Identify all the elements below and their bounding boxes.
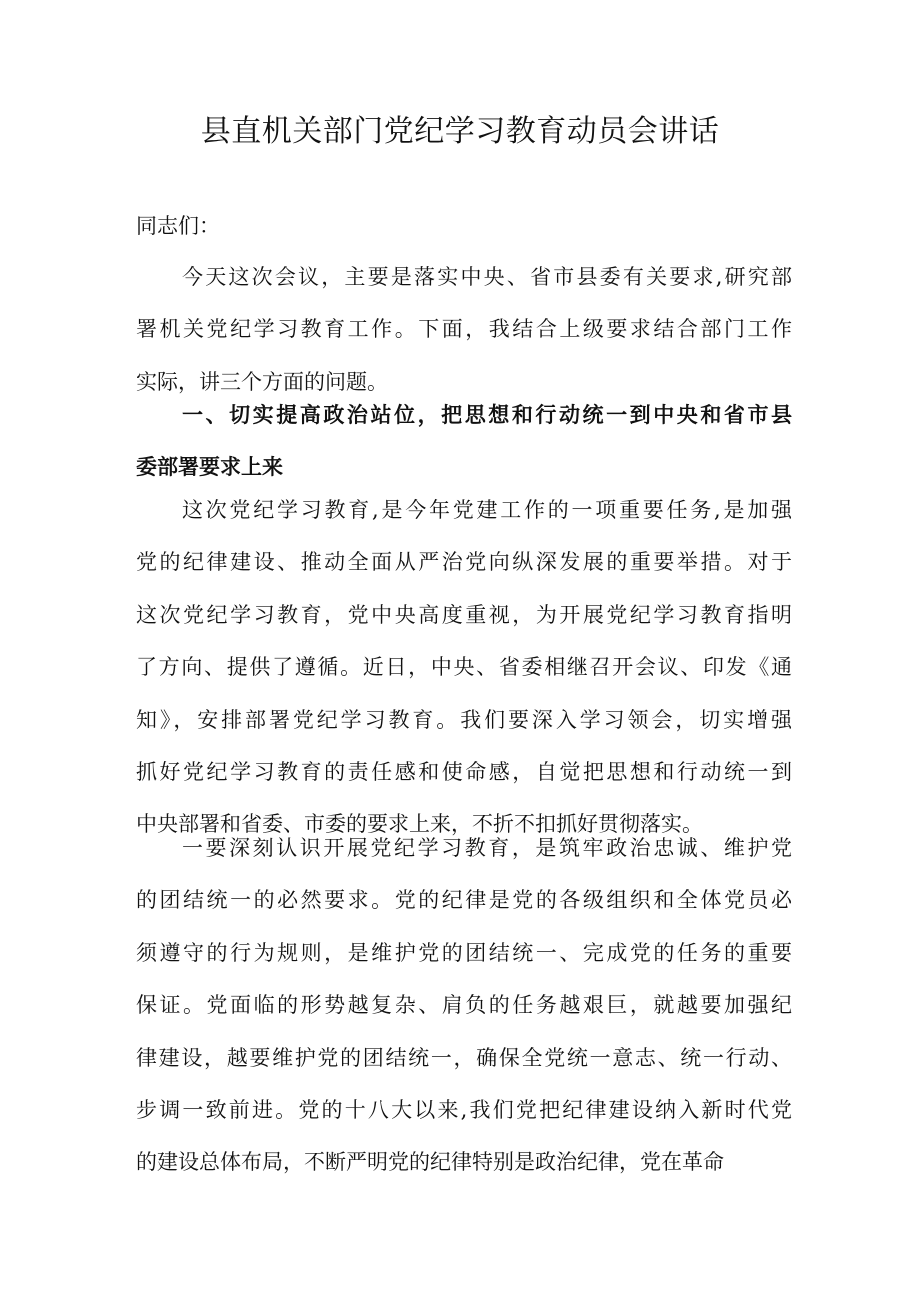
text-line: 实际，讲三个方面的问题。	[136, 369, 388, 394]
text-line: 步调一致前进。党的十八大以来,我们党把纪律建设纳入新时代党	[136, 1097, 792, 1122]
heading-line: 委部署要求上来	[136, 455, 283, 480]
salutation: 同志们：	[136, 214, 220, 238]
text-line: 党的纪律建设、推动全面从严治党向纵深发展的重要举措。对于	[136, 550, 792, 575]
text-line: 一要深刻认识开展党纪学习教育，是筑牢政治忠诚、维护党	[182, 836, 792, 860]
paragraph-1	[136, 484, 792, 851]
text-line: 保证。党面临的形势越复杂、肩负的任务越艰巨，就越要加强纪	[136, 993, 792, 1018]
text-line: 中央部署和省委、市委的要求上来，不折不扣抓好贯彻落实。	[136, 812, 703, 837]
document-title: 县直机关部门党纪学习教育动员会讲话	[200, 114, 720, 149]
text-line: 署机关党纪学习教育工作。下面，我结合上级要求结合部门工作	[136, 317, 792, 342]
text-line: 这次党纪学习教育,是今年党建工作的一项重要任务,是加强	[182, 498, 792, 522]
text-line: 知》，安排部署党纪学习教育。我们要深入学习领会，切实增强	[136, 707, 792, 732]
text-line: 的团结统一的必然要求。党的纪律是党的各级组织和全体党员必	[136, 888, 792, 913]
intro-paragraph	[136, 251, 792, 408]
text-line: 律建设，越要维护党的团结统一，确保全党统一意志、统一行动、	[136, 1045, 792, 1070]
text-line: 今天这次会议，主要是落实中央、省市县委有关要求,研究部	[182, 265, 792, 289]
text-line: 抓好党纪学习教育的责任感和使命感，自觉把思想和行动统一到	[136, 759, 792, 784]
text-line: 了方向、提供了遵循。近日，中央、省委相继召开会议、印发《通	[136, 655, 792, 680]
heading-line: 一、切实提高政治站位，把思想和行动统一到中央和省市县	[182, 403, 792, 427]
text-line: 的建设总体布局，不断严明党的纪律特别是政治纪律，党在革命	[136, 1150, 724, 1175]
section-heading	[136, 389, 792, 494]
text-line: 须遵守的行为规则，是维护党的团结统一、完成党的任务的重要	[136, 940, 792, 965]
text-line: 这次党纪学习教育，党中央高度重视，为开展党纪学习教育指明	[136, 602, 792, 627]
paragraph-2	[136, 822, 792, 1189]
